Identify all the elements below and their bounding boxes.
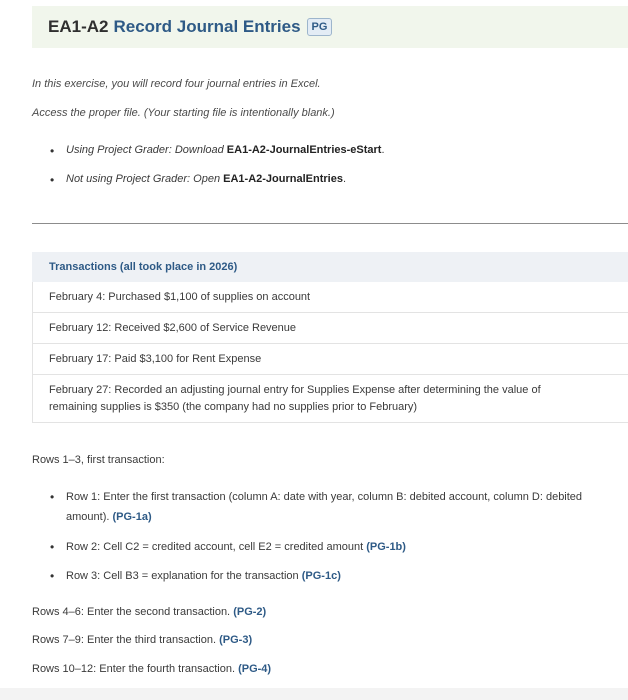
transaction-row: February 27: Recorded an adjusting journal entry for Supplies Expense after determining the value of remaining supplies is $350 (the company had no supplies prior to February)	[32, 375, 628, 423]
project-grader-badge: PG	[307, 18, 333, 36]
exercise-code: EA1-A2	[48, 17, 109, 36]
rows-text: Rows 4–6: Enter the second transaction.	[32, 606, 231, 618]
step-text: Row 3: Cell B3 = explanation for the transaction	[66, 570, 299, 582]
transaction-row: February 4: Purchased $1,100 of supplies on account	[32, 282, 628, 313]
rows-intro: Rows 1–3, first transaction:	[32, 454, 165, 466]
file-bullet-suffix: .	[381, 144, 385, 156]
transaction-row: February 12: Received $2,600 of Service Revenue	[32, 313, 628, 344]
file-bullet-prefix: Using Project Grader: Download	[66, 144, 227, 156]
file-name[interactable]: EA1-A2-JournalEntries	[223, 173, 343, 185]
file-name[interactable]: EA1-A2-JournalEntries-eStart	[226, 144, 382, 156]
instruction-step	[50, 537, 625, 557]
exercise-header	[32, 6, 628, 48]
rows-instruction	[32, 663, 271, 675]
rows-tag: (PG-3)	[219, 634, 253, 646]
exercise-title: Record Journal Entries	[113, 17, 301, 36]
section-divider	[32, 223, 628, 224]
file-bullet-project-grader	[50, 144, 385, 156]
rows-instruction	[32, 606, 266, 618]
step-text: Row 1: Enter the first transaction (column A: date with year, column B: debited account, column D: debited amount).	[66, 491, 583, 523]
rows-instruction	[32, 634, 252, 646]
step-tag: (PG-1c)	[301, 570, 341, 582]
rows-text: Rows 10–12: Enter the fourth transaction.	[32, 663, 236, 675]
intro-line-2: Access the proper file. (Your starting file is intentionally blank.)	[32, 107, 335, 119]
rows-tag: (PG-2)	[233, 606, 267, 618]
transactions-table	[32, 252, 628, 423]
bottom-edge	[0, 688, 628, 700]
transaction-row: February 17: Paid $3,100 for Rent Expense	[32, 344, 628, 375]
file-bullet-prefix: Not using Project Grader: Open	[66, 173, 224, 185]
file-bullet-no-project-grader	[50, 173, 346, 185]
instruction-step	[50, 566, 625, 586]
intro-line-1: In this exercise, you will record four journal entries in Excel.	[32, 78, 321, 90]
instruction-step	[50, 487, 625, 527]
step-tag: (PG-1a)	[112, 511, 152, 523]
step-tag: (PG-1b)	[366, 541, 406, 553]
rows-tag: (PG-4)	[238, 663, 272, 675]
file-bullet-suffix: .	[342, 173, 347, 185]
table-left-border	[32, 282, 33, 423]
rows-text: Rows 7–9: Enter the third transaction.	[32, 634, 217, 646]
step-text: Row 2: Cell C2 = credited account, cell E2 = credited amount	[66, 541, 364, 553]
transactions-header: Transactions (all took place in 2026)	[32, 252, 628, 282]
